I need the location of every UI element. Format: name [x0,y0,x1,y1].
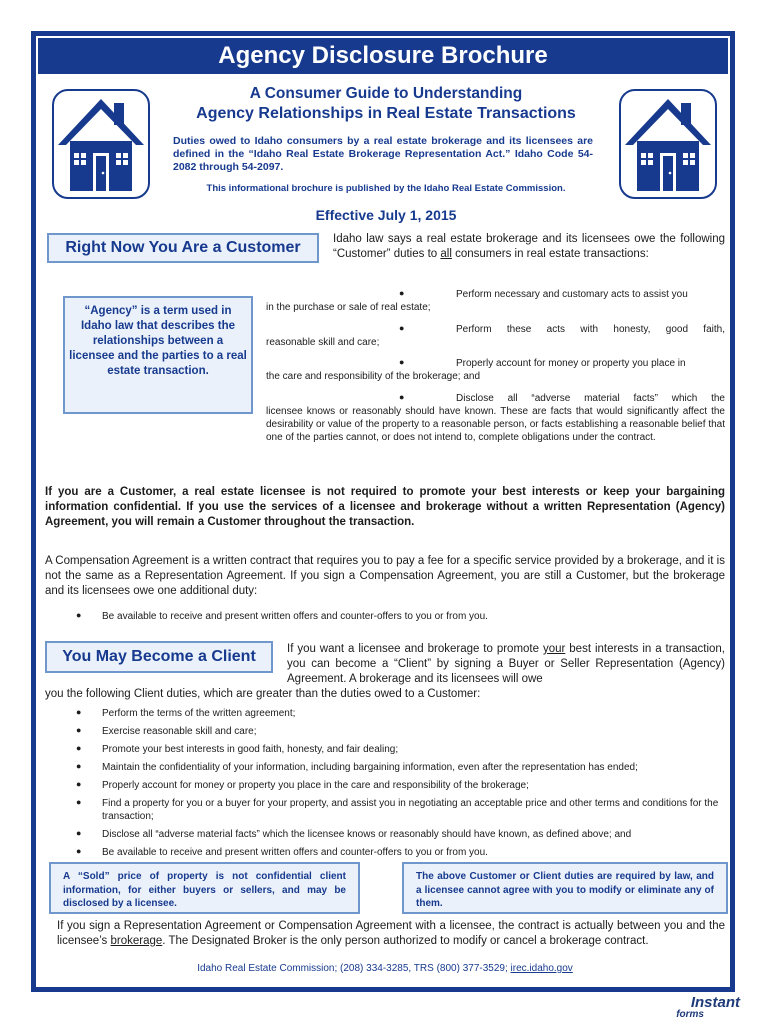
bullet-icon: ● [76,761,82,771]
house-icon-right [619,89,717,199]
closing-paragraph: If you sign a Representation Agreement or Compensation Agreement with a licensee, the contract is actually between you and the licensee’s brokerage. The Designated Broker is the only person authorized to modify or cancel a brokerage contract. [57,920,725,947]
bullet-icon: ● [76,707,82,717]
bullet-icon: ● [76,779,82,789]
contact-line: Idaho Real Estate Commission; (208) 334-3285, TRS (800) 377-3529; irec.idaho.gov [197,963,573,974]
bullet-icon: ● [399,323,405,333]
website-link[interactable]: irec.idaho.gov [510,963,573,974]
bullet-icon: ● [76,797,82,807]
client-heading: You May Become a Client [45,641,273,673]
bullet-icon: ● [76,743,82,753]
subtitle-line-2: Agency Relationships in Real Estate Transactions [196,105,576,122]
customer-heading: Right Now You Are a Customer [47,233,319,263]
agency-definition-box: “Agency” is a term used in Idaho law that describes the relationships between a licensee and the parties to a real estate transaction. [63,296,253,414]
brochure-frame: Agency Disclosure Brochure A Consumer Guide to Understanding Agency Relationships in Real Estate Transactions Duties owed to Idaho consumers by a real estate brokerage and its licensees are defined in the “Idaho Real Estate Brokerage Representation Act.” Idaho Code 54-2082 through 54-2097. This informational brochure is published by the Idaho Real Estate Commission. Effective July 1, 2015 Right Now You Are a Customer Idaho law says a real estate brokerage and its licensees owe the following “Customer” duties to all consumers in real estate transactions: “Agency” is a term used in Idaho law that describes the relationships between a licensee and the parties to a real estate transaction. ● Perform necessary and customary acts to assist you in the purchase or sale of real estate; ● Perform these acts with honesty, good faith, reasonable skill and care; ● Properly account for money or property you place in the care and responsibility of the brokerage; and ● Disclose all “adverse material facts” which the licensee knows or reasonably should have known. These are facts that would significantly affect the desirability or value of the property to a reasonable person, or facts establishing a reasonable belief that one of the parties cannot, or does not intend to, complete obligations under the contract. If you are a Customer, a real estate licensee is not required to promote your best interests or keep your bargaining information confidential. If you use the services of a licensee and brokerage without a written Representation (Agency) Agreement, you will remain a Customer throughout the transaction. A Compensation Agreement is a written contract that requires you to pay a fee for a specific service provided by a brokerage, and it is not the same as a Representation Agreement. If you sign a Compensation Agreement, you are still a Customer, but the brokerage and its licensees owe one additional duty: ● Be available to receive and present written offers and counter-offers to you or from you. You May Become a Client If you want a licensee and brokerage to promote your best interests in a transaction, you can become a “Client” by signing a Buyer or Seller Representation (Agency) Agreement. A brokerage and its licensees will owe you the following Client duties, which are greater than the duties owed to a Customer: ● Perform the terms of the written agreement; ● Exercise reasonable skill and care; ● Promote your best interests in good faith, honesty, and fair dealing; ● Maintain the confidentiality of your information, including bargaining information, even after the representation has ended; ● Properly account for money or property you place in the care and responsibility of the brokerage; ● Find a property for you or a buyer for your property, and assist you in negotiating an acceptable price and other terms and conditions for the transaction; ● Disclose all “adverse material facts” which the licensee knows or reasonably should have known, as defined above; and ● Be available to receive and present written offers and counter-offers to you or from you. A “Sold” price of property is not confidential client information, for either buyers or sellers, and may be disclosed by a licensee. The above Customer or Client duties are required by law, and a licensee cannot agree with you to modify or eliminate any of them. If you sign a Representation Agreement or Compensation Agreement with a licensee, the contract is actually between you and the licensee’s brokerage. The Designated Broker is the only person authorized to modify or cancel a brokerage contract. Idaho Real Estate Commission; (208) 334-3285, TRS (800) 377-3529; irec.idaho.gov [31,31,735,992]
published-note: This informational brochure is published by the Idaho Real Estate Commission. [206,183,566,194]
bullet-icon: ● [399,288,405,298]
bullet-icon: ● [76,828,82,838]
client-intro-continued: you the following Client duties, which are greater than the duties owed to a Customer: [45,688,481,700]
bullet-icon: ● [76,846,82,856]
customer-bold-paragraph: If you are a Customer, a real estate licensee is not required to promote your best interests or keep your bargaining information confidential. If you use the services of a licensee and brokerage without a written Representation (Agency) Agreement, you will remain a Customer throughout the transaction. [45,486,725,528]
bullet-icon: ● [399,357,405,367]
sold-price-note: A “Sold” price of property is not confidential client information, for either buyers or sellers, and may be disclosed by a licensee. [49,862,360,914]
bullet-icon: ● [76,725,82,735]
customer-intro: Idaho law says a real estate brokerage and its licensees owe the following “Customer” duties to all consumers in real estate transactions: [333,233,725,260]
effective-date: Effective July 1, 2015 [315,207,457,223]
required-duties-note: The above Customer or Client duties are required by law, and a licensee cannot agree with you to modify or eliminate any of them. [402,862,728,914]
subtitle-line-1: A Consumer Guide to Understanding [249,85,523,102]
house-icon-left [52,89,150,199]
intro-text: Duties owed to Idaho consumers by a real estate brokerage and its licensees are defined in the “Idaho Real Estate Brokerage Representation Act.” Idaho Code 54-2082 through 54-2097. [173,135,593,173]
compensation-paragraph: A Compensation Agreement is a written contract that requires you to pay a fee for a specific service provided by a brokerage, and it is not the same as a Representation Agreement. If you sign a Compensation Agreement, you are still a Customer, but the brokerage and its licensees owe one additional duty: [45,555,725,597]
bullet-icon: ● [399,392,405,402]
instantforms-logo: Instant forms [676,994,740,1020]
client-intro: If you want a licensee and brokerage to promote your best interests in a transaction, you can become a “Client” by signing a Buyer or Seller Representation (Agency) Agreement. A brokerage and its licensees will owe [287,643,726,685]
bullet-icon: ● [76,610,82,620]
brochure-title: Agency Disclosure Brochure [38,38,728,74]
